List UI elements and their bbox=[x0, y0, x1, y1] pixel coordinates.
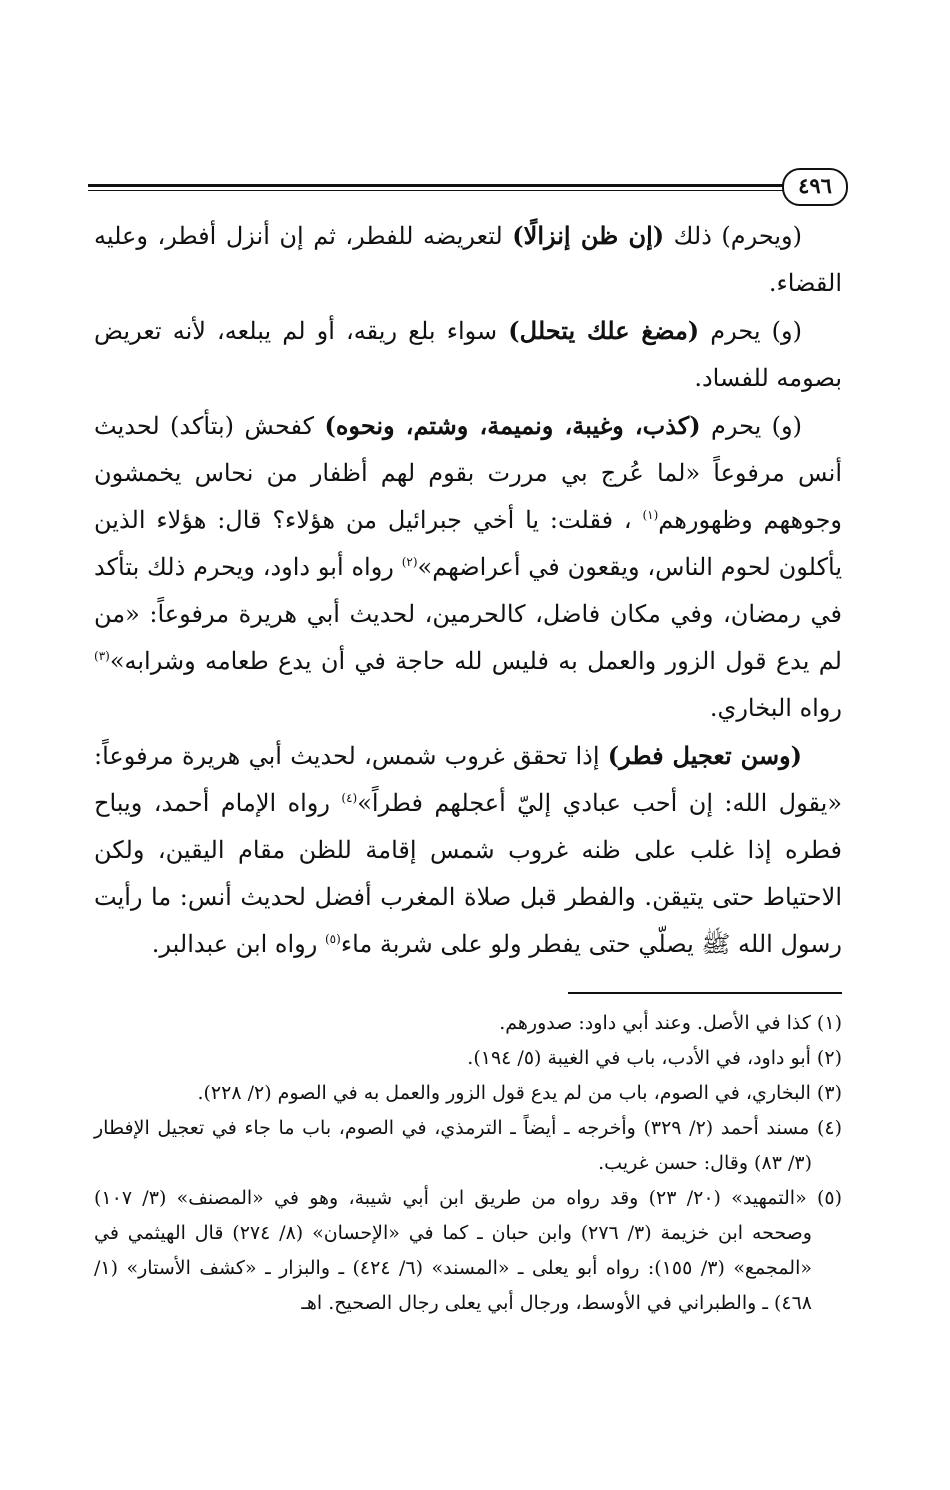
footnote-ref-3[interactable]: (٣) bbox=[94, 649, 110, 663]
paragraph-4 bbox=[94, 732, 842, 968]
text-span: (و) يحرم bbox=[700, 412, 802, 440]
text-span: سواء بلع ريقه، أو لم يبلعه، لأنه تعريض بصومه للفساد. bbox=[94, 317, 842, 392]
footnote-separator bbox=[568, 992, 842, 994]
footnote-1: (١) كذا في الأصل. وعند أبي داود: صدورهم. bbox=[499, 1012, 842, 1034]
page-number: ٤٩٦ bbox=[782, 168, 848, 206]
footnote-ref-4[interactable]: (٤) bbox=[341, 791, 358, 805]
paragraph-2 bbox=[94, 307, 842, 402]
paragraph-3 bbox=[94, 402, 842, 732]
header-rule bbox=[88, 184, 788, 191]
text-span: رواه الإمام أحمد، ويباح فطره إذا غلب على ظنه غروب شمس إقامة للظن مقام اليقين، ولكن الاحتياط حتى يتيقن. والفطر قبل صلاة المغرب أفضل لحديث أنس: ما رأيت رسول الله ﷺ يصلّي حتى يفطر ولو على شربة ماء bbox=[94, 789, 843, 958]
footnote-5: (٥) «التمهيد» (٢٠/ ٢٣) وقد رواه من طريق ابن أبي شيبة، وهو في «المصنف» (٣/ ١٠٧) وصححه ابن خزيمة (٣/ ٢٧٦) وابن حبان ـ كما في «الإحسان» (٨/ ٢٧٤) قال الهيثمي في «المجمع» (٣/ ١٥٥): رواه أبو يعلى ـ «المسند» (٦/ ٤٢٤) ـ والبزار ـ «كشف الأستار» (١/ ٤٦٨) ـ والطبراني في الأوسط، ورجال أبي يعلى رجال الصحيح. اهـ bbox=[94, 1187, 843, 1314]
bold-matn: (كذب، وغيبة، ونميمة، وشتم، ونحوه) bbox=[324, 411, 701, 440]
text-span: لتعريضه للفطر، ثم إن أنزل أفطر، وعليه القضاء. bbox=[94, 222, 842, 297]
text-span: إذا تحقق غروب شمس، لحديث أبي هريرة مرفوعاً: «يقول الله: إن أحب عبادي إليّ أعجلهم فطراً» bbox=[94, 742, 843, 817]
footnote-ref-1[interactable]: (١) bbox=[642, 508, 659, 522]
text-span: رواه ابن عبدالبر. bbox=[151, 930, 325, 958]
bold-matn: (وسن تعجيل فطر) bbox=[607, 741, 802, 770]
text-span: رواه البخاري. bbox=[709, 694, 842, 722]
paragraph-1 bbox=[94, 212, 842, 307]
footnote-ref-2[interactable]: (٢) bbox=[401, 555, 418, 569]
footnote-3: (٣) البخاري، في الصوم، باب من لم يدع قول الزور والعمل به في الصوم (٢/ ٢٢٨). bbox=[197, 1082, 842, 1104]
text-span: ، فقلت: يا أخي جبرائيل من هؤلاء؟ قال: هؤلاء الذين يأكلون لحوم الناس، ويقعون في أعراضهم» bbox=[94, 506, 843, 581]
footnote-2: (٢) أبو داود، في الأدب، باب في الغيبة (٥/ ١٩٤). bbox=[467, 1047, 842, 1069]
bold-matn: (مضغ علك يتحلل) bbox=[508, 316, 700, 345]
main-text bbox=[94, 212, 842, 968]
footnote-ref-5[interactable]: (٥) bbox=[324, 932, 341, 946]
text-span: (ويحرم) ذلك bbox=[664, 222, 803, 250]
footnotes bbox=[94, 1006, 842, 1321]
text-span: (و) يحرم bbox=[699, 317, 802, 345]
text-span: رواه أبو داود، ويحرم ذلك بتأكد في رمضان، وفي مكان فاضل، كالحرمين، لحديث أبي هريرة مرفوعاً: «من لم يدع قول الزور والعمل به فليس لله حاجة في أن يدع طعامه وشرابه» bbox=[94, 553, 842, 675]
bold-matn: (إن ظن إنزالًا) bbox=[512, 221, 665, 250]
text-span: كفحش (بتأكد) لحديث أنس مرفوعاً «لما عُرج بي مررت بقوم لهم أظفار من نحاس يخمشون وجوههم وظهورهم bbox=[94, 412, 842, 534]
footnote-4: (٤) مسند أحمد (٢/ ٣٢٩) وأخرجه ـ أيضاً ـ الترمذي، في الصوم، باب ما جاء في تعجيل الإفطار (٣/ ٨٣) وقال: حسن غريب. bbox=[94, 1117, 842, 1174]
page-header bbox=[88, 168, 848, 208]
